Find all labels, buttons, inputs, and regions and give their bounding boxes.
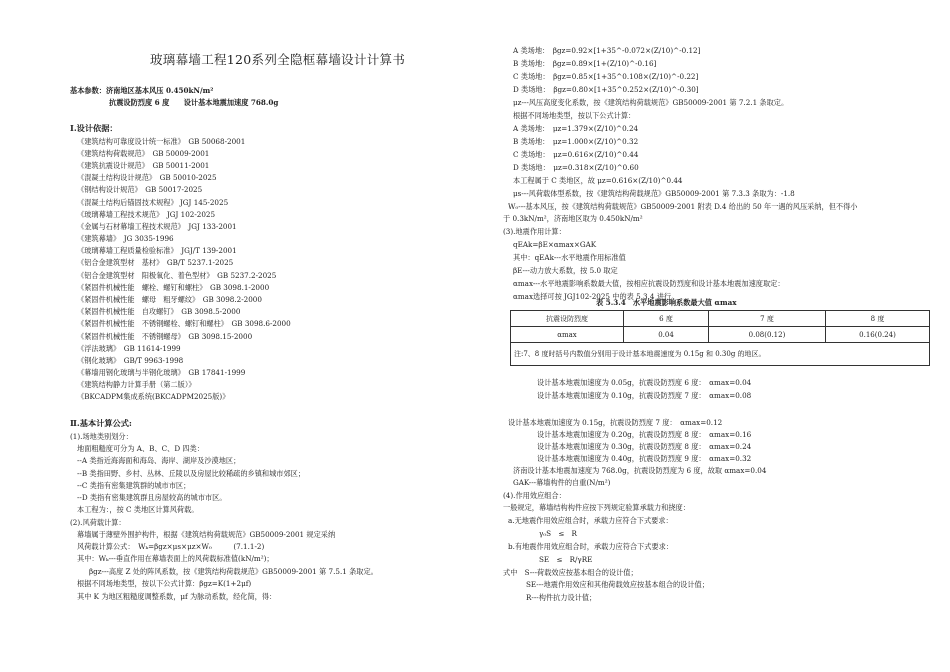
section2-line: --D 类指有密集建筑群且房屋较高的城市市区。 xyxy=(77,493,227,502)
table-cell: 0.04 xyxy=(624,327,709,343)
standard-item: 《建筑结构静力计算手册（第二版）》 xyxy=(77,380,196,389)
formula-line: B 类场地： μz=1.000×(Z/10)^0.32 xyxy=(513,137,639,146)
table-cell: 0.08(0.12) xyxy=(709,327,826,343)
section2-line: (1).场地类别划分： xyxy=(70,432,133,441)
formula-line: αmax选择可按 JGJ102-2025 中的表 5.3.4 进行。 xyxy=(513,292,679,301)
formula-line: A 类场地： βgz=0.92×[1+35^-0.072×(Z/10)^-0.12] xyxy=(513,46,701,55)
standard-item: 《混凝土结构设计规范》 GB 50010-2025 xyxy=(77,173,217,182)
basic-params-line1: 基本参数：济南地区基本风压 0.450kN/m² xyxy=(70,86,214,95)
document-title: 玻璃幕墙工程120系列全隐框幕墙设计计算书 xyxy=(150,52,406,67)
standard-item: 《建筑结构荷载规范》 GB 50009-2001 xyxy=(77,149,210,158)
section2-line: 地面粗糙度可分为 A、B、C、D 四类： xyxy=(77,444,204,453)
alpha-line: 一般规定，幕墙结构构件应按下列规定验算承载力和挠度： xyxy=(503,503,690,512)
standard-item: 《铝合金建筑型材 阳极氧化、着色型材》 GB 5237.2-2025 xyxy=(77,271,277,280)
table-header-cell: 8 度 xyxy=(826,311,930,327)
alpha-line: 设计基本地震加速度为 0.40g，抗震设防烈度 9 度： αmax=0.32 xyxy=(537,454,752,463)
standard-item: 《紧固件机械性能 不锈钢螺母》 GB 3098.15-2000 xyxy=(77,332,253,341)
formula-line: B 类场地： βgz=0.89×[1+(Z/10)^-0.16] xyxy=(513,59,657,68)
standard-item: 《紧固件机械性能 螺母 粗牙螺纹》 GB 3098.2-2000 xyxy=(77,295,262,304)
table-header-cell: 6 度 xyxy=(624,311,709,327)
alpha-line: R---构件抗力设计值； xyxy=(526,593,597,602)
section2-line: --A 类指近海海面和海岛、海岸、湖岸及沙漠地区； xyxy=(77,456,241,465)
alpha-line: SE---地震作用效应和其他荷载效应按基本组合的设计值； xyxy=(526,580,709,589)
alpha-line: SE ≤ R/γRE xyxy=(539,555,593,564)
formula-line: μs---风荷载体型系数，按《建筑结构荷载规范》GB50009-2001 第 7.3.3 条取为：-1.8 xyxy=(513,189,795,198)
formula-line: 其中：qEAk---水平地震作用标准值 xyxy=(513,253,626,262)
table-cell: 0.16(0.24) xyxy=(826,327,930,343)
formula-line: 根据不同场地类型，按以下公式计算： xyxy=(513,111,636,120)
standard-item: 《玻璃幕墙工程技术规范》 JGJ 102-2025 xyxy=(77,210,216,219)
section2-line: 根据不同场地类型，按以下公式计算：βgz=K(1+2μf) xyxy=(77,579,252,588)
alpha-line: 式中 S---荷载效应按基本组合的设计值； xyxy=(503,568,638,577)
standard-item: 《铝合金建筑型材 基材》 GB/T 5237.1-2025 xyxy=(77,258,234,267)
alpha-line: (4).作用效应组合： xyxy=(503,491,566,500)
section2-line: 其中 K 为地区粗糙度调整系数，μf 为脉动系数，经化简，得： xyxy=(77,592,277,601)
standard-item: 《建筑幕墙》 JG 3035-1996 xyxy=(77,234,174,243)
standard-item: 《BKCADPM集成系统(BKCADPM2025版)》 xyxy=(77,392,230,401)
formula-line: αmax---水平地震影响系数最大值，按相应抗震设防烈度和设计基本地震加速度取定： xyxy=(513,279,785,288)
standard-item: 《钢结构设计规范》 GB 50017-2025 xyxy=(77,185,203,194)
table-note: 注:7、8 度时括号内数值分别用于设计基本地震速度为 0.15g 和 0.30g 的地区。 xyxy=(511,343,930,366)
standard-item: 《玻璃幕墙工程质量检验标准》 JGJ/T 139-2001 xyxy=(77,246,237,255)
standard-item: 《紧固件机械性能 螺栓、螺钉和螺柱》 GB 3098.1-2000 xyxy=(77,283,270,292)
section2-line: 幕墙属于薄壁外围护构件，根据《建筑结构荷载规范》GB50009-2001 规定采纳 xyxy=(77,530,336,539)
formula-line: βE---动力放大系数，按 5.0 取定 xyxy=(513,266,618,275)
formula-line: C 类场地： μz=0.616×(Z/10)^0.44 xyxy=(513,150,639,159)
alpha-line: 设计基本地震加速度为 0.30g，抗震设防烈度 8 度： αmax=0.24 xyxy=(537,442,752,451)
alpha-line: 设计基本地震加速度为 0.20g，抗震设防烈度 8 度： αmax=0.16 xyxy=(537,430,752,439)
table-row xyxy=(511,327,930,343)
standard-item: 《幕墙用钢化玻璃与半钢化玻璃》 GB 17841-1999 xyxy=(77,368,246,377)
table-note-row xyxy=(511,343,930,366)
standard-item: 《钢化玻璃》 GB/T 9963-1998 xyxy=(77,356,184,365)
standard-item: 《混凝土结构后锚固技术规程》 JGJ 145-2025 xyxy=(77,198,229,207)
section2-line: --B 类指田野、乡村、丛林、丘陵以及房屋比较稀疏的乡镇和城市郊区； xyxy=(77,469,306,478)
formula-line: 本工程属于 C 类地区，故 μz=0.616×(Z/10)^0.44 xyxy=(513,176,683,185)
table-header-cell: 7 度 xyxy=(709,311,826,327)
alpha-line: 设计基本地震加速度为 0.15g，抗震设防烈度 7 度： αmax=0.12 xyxy=(508,418,723,427)
alpha-line: γ₀S ≤ R xyxy=(539,529,577,538)
formula-line: qEAk=βE×αmax×GAK xyxy=(513,240,597,249)
table-cell: αmax xyxy=(511,327,624,343)
alpha-line: 济南设计基本地震加速度为 768.0g，抗震设防烈度为 6 度，故取 αmax=0.04 xyxy=(513,466,767,475)
section2-line: 风荷载计算公式： Wₖ=βgz×μs×μz×W₀ (7.1.1-2) xyxy=(77,542,265,551)
standard-item: 《紧固件机械性能 不锈钢螺栓、螺钉和螺柱》 GB 3098.6-2000 xyxy=(77,319,291,328)
alpha-line: 设计基本地震加速度为 0.05g，抗震设防烈度 6 度： αmax=0.04 xyxy=(537,378,752,387)
formula-line: D 类场地： βgz=0.80×[1+35^0.252×(Z/10)^-0.30] xyxy=(513,85,699,94)
formula-line: C 类场地： βgz=0.85×[1+35^0.108×(Z/10)^-0.22] xyxy=(513,72,699,81)
section2-line: 本工程为：，按 C 类地区计算风荷载。 xyxy=(77,505,199,514)
section1-heading: Ⅰ.设计依据： xyxy=(70,123,118,133)
seismic-coefficient-table xyxy=(510,310,930,366)
alpha-line: GAK---幕墙构件的自重(N/m²) xyxy=(513,478,611,487)
section2-line: --C 类指有密集建筑群的城市市区； xyxy=(77,481,191,490)
formula-line: (3).地震作用计算： xyxy=(503,227,566,236)
formula-line: μz---风压高度变化系数，按《建筑结构荷载规范》GB50009-2001 第 7.2.1 条取定。 xyxy=(513,98,789,107)
table-header-row xyxy=(511,311,930,327)
table-header-cell: 抗震设防烈度 xyxy=(511,311,624,327)
section2-line: 其中：Wₖ---垂直作用在幕墙表面上的风荷载标准值(kN/m²)； xyxy=(77,554,274,563)
section2-line: (2).风荷载计算： xyxy=(70,518,126,527)
standard-item: 《浮法玻璃》 GB 11614-1999 xyxy=(77,344,181,353)
formula-line: W₀---基本风压，按《建筑结构荷载规范》GB50009-2001 附表 D.4 给出的 50 年一遇的风压采纳，但不得小 xyxy=(508,202,858,211)
section2-heading: Ⅱ.基本计算公式: xyxy=(70,418,132,428)
formula-line: A 类场地： μz=1.379×(Z/10)^0.24 xyxy=(513,124,639,133)
standard-item: 《建筑结构可靠度设计统一标准》 GB 50068-2001 xyxy=(77,137,246,146)
basic-params-line2: 抗震设防烈度 6 度 设计基本地震加速度 768.0g xyxy=(109,98,279,107)
alpha-line: a.无地震作用效应组合时，承载力应符合下式要求： xyxy=(508,516,673,525)
table-caption: 表 5.3.4 水平地震影响系数最大值 αmax xyxy=(596,298,737,307)
standard-item: 《紧固件机械性能 自攻螺钉》 GB 3098.5-2000 xyxy=(77,307,241,316)
formula-line: 于 0.3kN/m²，济南地区取为 0.450kN/m² xyxy=(503,214,643,223)
formula-line: D 类场地： μz=0.318×(Z/10)^0.60 xyxy=(513,163,639,172)
alpha-line: b.有地震作用效应组合时，承载力应符合下式要求： xyxy=(508,542,674,551)
alpha-line: 设计基本地震加速度为 0.10g，抗震设防烈度 7 度： αmax=0.08 xyxy=(537,391,752,400)
standard-item: 《金属与石材幕墙工程技术规范》 JGJ 133-2001 xyxy=(77,222,237,231)
section2-line: βgz---高度 Z 处的阵风系数，按《建筑结构荷载规范》GB50009-2001 第 7.5.1 条取定。 xyxy=(89,567,378,576)
standard-item: 《建筑抗震设计规范》 GB 50011-2001 xyxy=(77,161,210,170)
